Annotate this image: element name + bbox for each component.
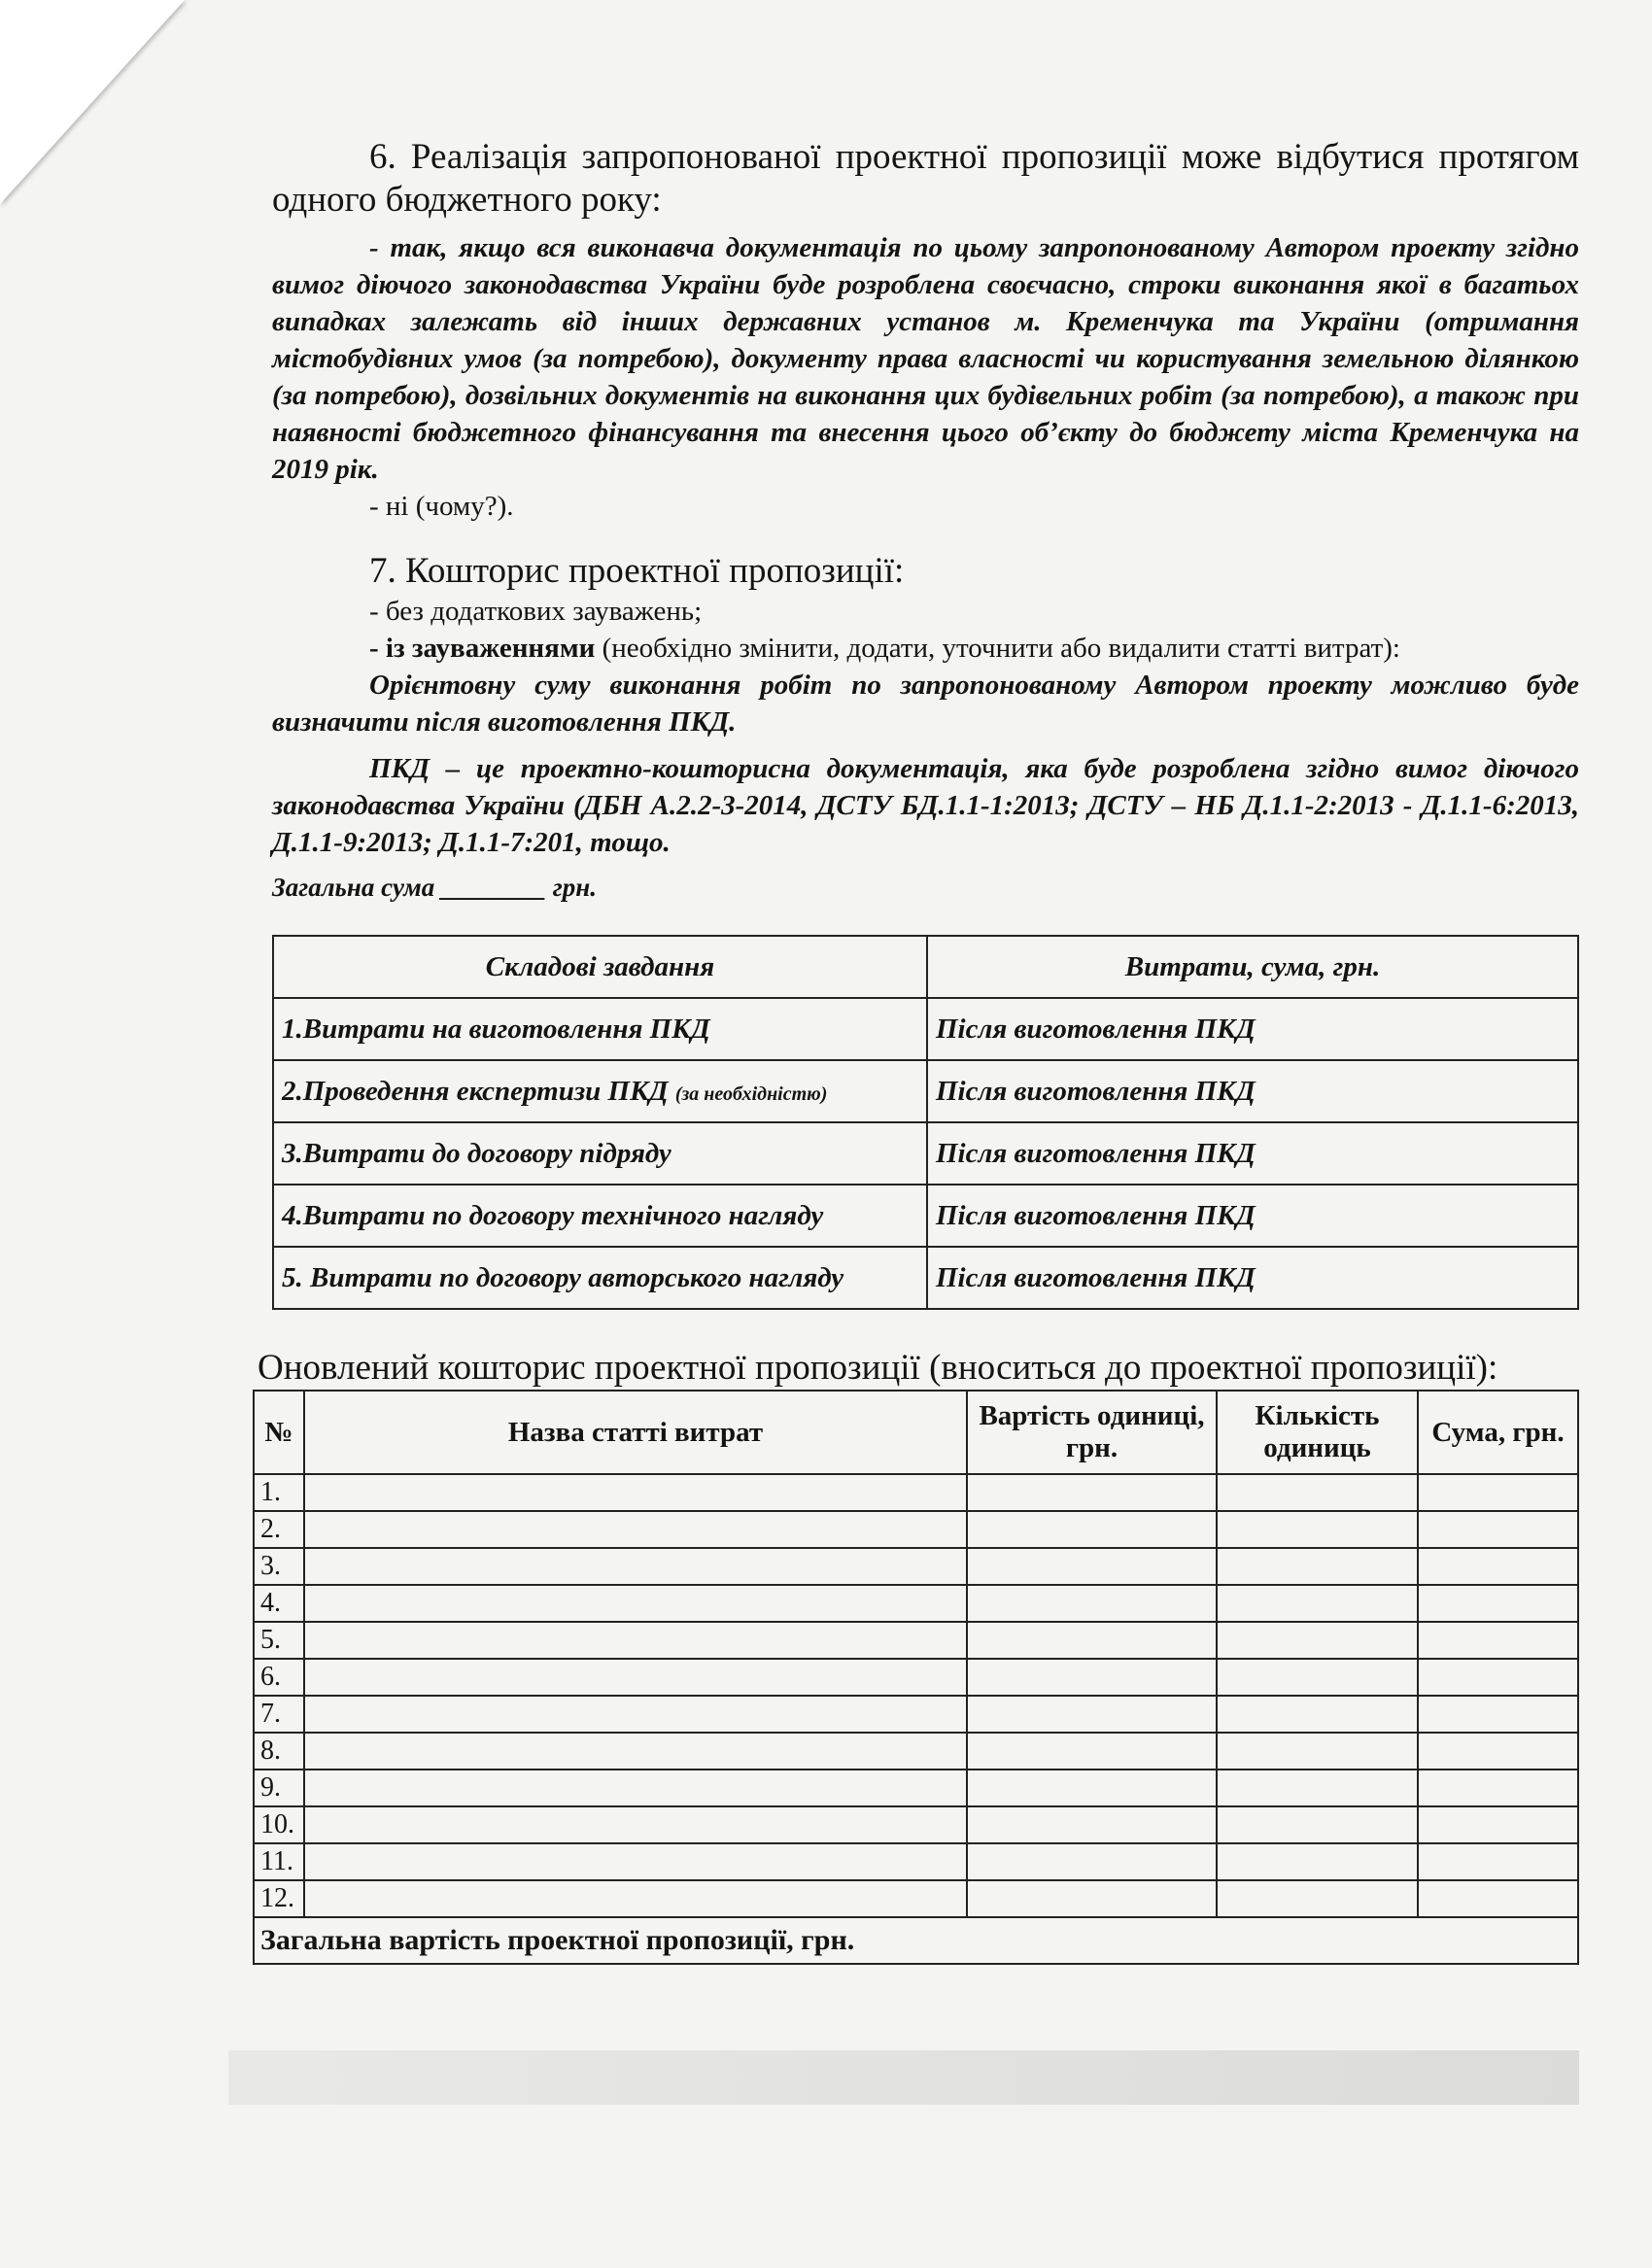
row-item-name [304, 1880, 967, 1917]
row-quantity [1217, 1880, 1418, 1917]
row-number: 6. [254, 1659, 304, 1696]
table-row [273, 1185, 1578, 1247]
row-item-name [304, 1511, 967, 1548]
updated-budget-heading: Оновлений кошторис проектної пропозиції (вноситься до проектної пропозиції): [258, 1348, 1498, 1388]
header-costs: Витрати, сума, грн. [927, 936, 1578, 998]
row-quantity [1217, 1806, 1418, 1843]
row-item-name [304, 1770, 967, 1806]
row-sum [1418, 1548, 1578, 1585]
row-item-name [304, 1733, 967, 1770]
table-row [254, 1696, 1578, 1733]
row-sum [1418, 1770, 1578, 1806]
row-item-name [304, 1696, 967, 1733]
section-7-option-no-remarks: - без додаткових зауважень; [369, 596, 703, 627]
table-row [254, 1548, 1578, 1585]
total-sum-blank: ________ [441, 873, 546, 902]
table-row [254, 1880, 1578, 1917]
row-quantity [1217, 1585, 1418, 1622]
cost-cell: Після виготовлення ПКД [927, 1185, 1578, 1247]
row-number: 4. [254, 1585, 304, 1622]
row-item-name [304, 1659, 967, 1696]
row-quantity [1217, 1511, 1418, 1548]
folded-corner [0, 0, 185, 204]
col-unit-cost: Вартість одиниці, грн. [967, 1391, 1217, 1474]
row-quantity [1217, 1770, 1418, 1806]
section-6-no-option: - ні (чому?). [369, 491, 514, 522]
scan-shadow [228, 2050, 1579, 2105]
budget-rows [254, 1474, 1578, 1917]
row-unit-cost [967, 1806, 1217, 1843]
table-row [254, 1474, 1578, 1511]
task-name: 2.Проведення експертизи ПКД [282, 1075, 669, 1107]
table-row [254, 1843, 1578, 1880]
section-7-heading: 7. Кошторис проектної пропозиції: [369, 551, 905, 591]
row-number: 11. [254, 1843, 304, 1880]
row-quantity [1217, 1622, 1418, 1659]
row-quantity [1217, 1843, 1418, 1880]
row-quantity [1217, 1659, 1418, 1696]
task-cell: 5. Витрати по договору авторського нагляду [273, 1247, 927, 1309]
row-sum [1418, 1880, 1578, 1917]
row-sum [1418, 1659, 1578, 1696]
task-cell [273, 1060, 927, 1122]
row-number: 12. [254, 1880, 304, 1917]
budget-total-row [254, 1917, 1578, 1964]
table-row [254, 1511, 1578, 1548]
task-cell: 1.Витрати на виготовлення ПКД [273, 998, 927, 1060]
row-quantity [1217, 1696, 1418, 1733]
row-sum [1418, 1806, 1578, 1843]
row-item-name [304, 1548, 967, 1585]
col-sum: Сума, грн. [1418, 1391, 1578, 1474]
row-unit-cost [967, 1696, 1217, 1733]
row-number: 3. [254, 1548, 304, 1585]
row-unit-cost [967, 1770, 1217, 1806]
table-row [273, 998, 1578, 1060]
pkd-definition-paragraph: ПКД – це проектно-кошторисна документація, яка буде розроблена згідно вимог діючого законодавства України (ДБН А.2.2-3-2014, ДСТУ БД.1.1-1:2013; ДСТУ – НБ Д.1.1-2:2013 - Д.1.1-6:2013, Д.1.1-9:2013; Д.1.1-7:201, тощо. [272, 753, 1579, 858]
total-sum-label: Загальна сума [272, 873, 435, 902]
row-unit-cost [967, 1548, 1217, 1585]
tasks-cost-table [272, 935, 1579, 1310]
task-cell: 3.Витрати до договору підряду [273, 1122, 927, 1185]
budget-total-label: Загальна вартість проектної пропозиції, грн. [254, 1917, 1578, 1964]
row-unit-cost [967, 1474, 1217, 1511]
col-quantity: Кількість одиниць [1217, 1391, 1418, 1474]
updated-budget-table [253, 1390, 1579, 1965]
total-sum-line [272, 869, 1579, 906]
with-remarks-label: - із зауваженнями [369, 633, 596, 664]
cost-cell: Після виготовлення ПКД [927, 1247, 1578, 1309]
row-unit-cost [967, 1622, 1217, 1659]
table-row [273, 1122, 1578, 1185]
row-number: 8. [254, 1733, 304, 1770]
header-tasks: Складові завдання [273, 936, 927, 998]
task-cell: 4.Витрати по договору технічного нагляду [273, 1185, 927, 1247]
row-number: 7. [254, 1696, 304, 1733]
with-remarks-note: (необхідно змінити, додати, уточнити або видалити статті витрат): [595, 633, 1400, 664]
row-sum [1418, 1843, 1578, 1880]
table-row [254, 1733, 1578, 1770]
row-unit-cost [967, 1659, 1217, 1696]
row-quantity [1217, 1548, 1418, 1585]
row-sum [1418, 1474, 1578, 1511]
row-unit-cost [967, 1511, 1217, 1548]
cost-cell: Після виготовлення ПКД [927, 1122, 1578, 1185]
section-7-option-with-remarks [272, 630, 1579, 667]
estimated-sum-paragraph: Орієнтовну суму виконання робіт по запропонованому Автором проекту можливо буде визначити після виготовлення ПКД. [272, 670, 1579, 738]
table-row [254, 1622, 1578, 1659]
row-sum [1418, 1733, 1578, 1770]
table-row [254, 1770, 1578, 1806]
row-number: 2. [254, 1511, 304, 1548]
table-row [254, 1585, 1578, 1622]
budget-table-header [254, 1391, 1578, 1474]
row-sum [1418, 1622, 1578, 1659]
row-item-name [304, 1622, 967, 1659]
document-body [258, 136, 1579, 1965]
row-quantity [1217, 1474, 1418, 1511]
row-unit-cost [967, 1880, 1217, 1917]
col-number: № [254, 1391, 304, 1474]
total-sum-unit: грн. [552, 873, 597, 902]
row-item-name [304, 1585, 967, 1622]
row-number: 9. [254, 1770, 304, 1806]
table-row [273, 1060, 1578, 1122]
row-item-name [304, 1474, 967, 1511]
row-number: 5. [254, 1622, 304, 1659]
row-quantity [1217, 1733, 1418, 1770]
row-sum [1418, 1696, 1578, 1733]
table-row [254, 1806, 1578, 1843]
col-item-name: Назва статті витрат [304, 1391, 967, 1474]
row-unit-cost [967, 1733, 1217, 1770]
table-row [273, 1247, 1578, 1309]
row-item-name [304, 1843, 967, 1880]
section-6-heading: 6. Реалізація запропонованої проектної пропозиції може відбутися протягом одного бюджетного року: [272, 137, 1579, 220]
table-row [254, 1659, 1578, 1696]
cost-cell: Після виготовлення ПКД [927, 998, 1578, 1060]
row-sum [1418, 1585, 1578, 1622]
section-6-yes-option: - так, якщо вся виконавча документація по цьому запропонованому Автором проекту згідно вимог діючого законодавства України буде розроблена своєчасно, строки виконання якої в багатьох випадках залежать від інших державних установ м. Кременчука та України (отримання містобудівних умов (за потребою), документу права власності чи користування земельною ділянкою (за потребою), дозвільних документів на виконання цих будівельних робіт (за потребою), а також при наявності бюджетного фінансування та внесення цього об’єкту до бюджету міста Кременчука на 2019 рік. [272, 232, 1579, 485]
row-number: 10. [254, 1806, 304, 1843]
task-note: (за необхідністю) [674, 1082, 828, 1105]
tasks-table-header [273, 936, 1578, 998]
row-unit-cost [967, 1585, 1217, 1622]
row-sum [1418, 1511, 1578, 1548]
row-unit-cost [967, 1843, 1217, 1880]
row-item-name [304, 1806, 967, 1843]
row-number: 1. [254, 1474, 304, 1511]
cost-cell: Після виготовлення ПКД [927, 1060, 1578, 1122]
